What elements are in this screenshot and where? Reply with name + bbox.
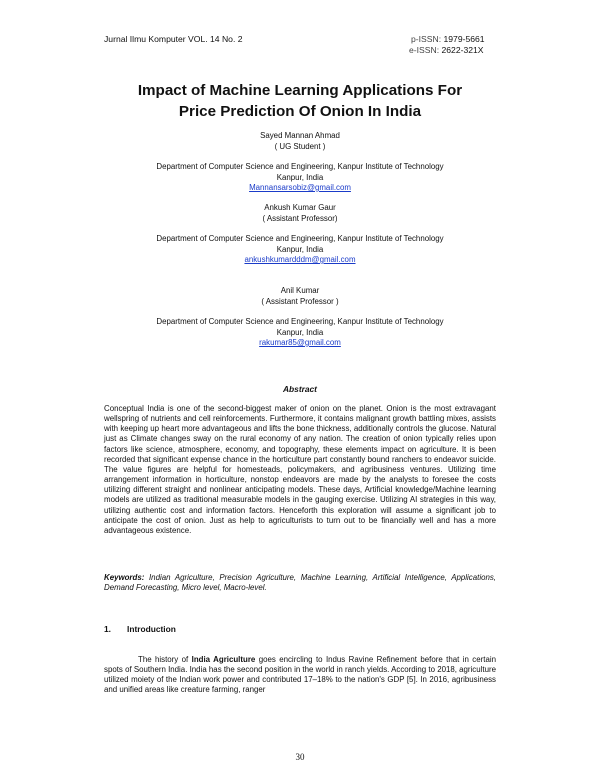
pissn-line <box>409 34 485 44</box>
keywords-label: Keywords: <box>104 573 145 582</box>
page-number: 30 <box>295 752 305 762</box>
author-role: ( UG Student ) <box>274 141 326 151</box>
author-block-3 <box>80 286 520 349</box>
author-dept: Department of Computer Science and Engineering, Kanpur Institute of Technology <box>156 234 444 243</box>
eissn-label: e-ISSN: <box>409 45 442 55</box>
intro-text-post: goes encircling to Indus Ravine Refinement before that in certain spots of Southern India. India has the second position in the world in ranch yields. According to 2018, agriculture utilized moiety of the Indian work power and contributed 17–18% to the nation's GDP [5]. In 2016, agribusiness and unified areas like creature farming, ranger <box>104 655 496 695</box>
author-block-2 <box>80 203 520 266</box>
abstract-body <box>104 404 496 536</box>
pissn-value: 1979-5661 <box>443 34 485 44</box>
author-name: Sayed Mannan Ahmad <box>260 131 340 140</box>
author-location: Kanpur, India <box>276 172 324 182</box>
section-heading <box>104 624 176 634</box>
author-role: ( Assistant Professor ) <box>261 296 339 306</box>
keywords <box>104 573 496 594</box>
author-block-1 <box>80 131 520 194</box>
journal-header: Jurnal Ilmu Komputer VOL. 14 No. 2 <box>104 34 243 44</box>
author-role: ( Assistant Professor) <box>262 213 338 223</box>
paper-title <box>60 80 540 122</box>
section-title: Introduction <box>127 624 176 634</box>
author-dept: Department of Computer Science and Engineering, Kanpur Institute of Technology <box>156 317 444 326</box>
author-email-link[interactable]: ankushkumardddm@gmail.com <box>244 255 356 264</box>
intro-text-pre: The history of <box>138 655 192 664</box>
title-line-1: Impact of Machine Learning Applications For <box>137 82 463 99</box>
author-email-link[interactable]: rakumar85@gmail.com <box>259 338 341 347</box>
author-location: Kanpur, India <box>276 327 324 337</box>
title-line-2: Price Prediction Of Onion In India <box>178 103 422 120</box>
author-name: Ankush Kumar Gaur <box>264 203 336 212</box>
abstract-text: Conceptual India is one of the second-biggest maker of onion on the planet. Onion is the most extravagant wellspring of nutrients and cell reinforcements. Furthermore, it contains malignant growth battling mixes, assists with keeping up heart more advantageous and lifts the bone thickness, additionally controls the glucose. Natural just as Climate changes sway on the rural economy of any nation. The creation of onion typically relies upon factors like science, atmosphere, economy, and topography, these elements impact on agriculture. It is been recorded that significant expense chance in the horticulture part constantly bound ranchers to endeavor suicide. The value figures are helpful for homesteads, policymakers, and agribusiness ventures. Utilizing time arrangement information in horticulture, nonstop endeavors are made by the analysts to foresee the costs utilizing different straight and nonlinear anticipating models. These days, Artificial knowledge/Machine learning models are utilized as traditional measurable models in the gauging exercise. Utilizing AI strategies in this way, utilizing authentic cost and information factors. Henceforth this exploration will assume a significant job to anticipate the cost of onion. Just as help to agriculturists to turn out to be financially well and has a more advantageous existence. <box>104 404 496 535</box>
issn-block <box>409 34 485 55</box>
author-email-link[interactable]: Mannansarsobiz@gmail.com <box>249 183 351 192</box>
author-location: Kanpur, India <box>276 244 324 254</box>
pissn-label: p-ISSN: <box>411 34 444 44</box>
eissn-line <box>409 45 485 55</box>
intro-bold-term: India Agriculture <box>191 655 256 664</box>
author-name: Anil Kumar <box>280 286 320 295</box>
abstract-heading: Abstract <box>283 384 317 394</box>
author-dept: Department of Computer Science and Engineering, Kanpur Institute of Technology <box>156 162 444 171</box>
intro-paragraph <box>104 655 496 696</box>
eissn-value: 2622-321X <box>441 45 484 55</box>
section-number: 1. <box>104 624 111 634</box>
keywords-text: Indian Agriculture, Precision Agriculture, Machine Learning, Artificial Intelligence, Applications, Demand Forecasting, Micro level, Macro-level. <box>104 573 496 593</box>
